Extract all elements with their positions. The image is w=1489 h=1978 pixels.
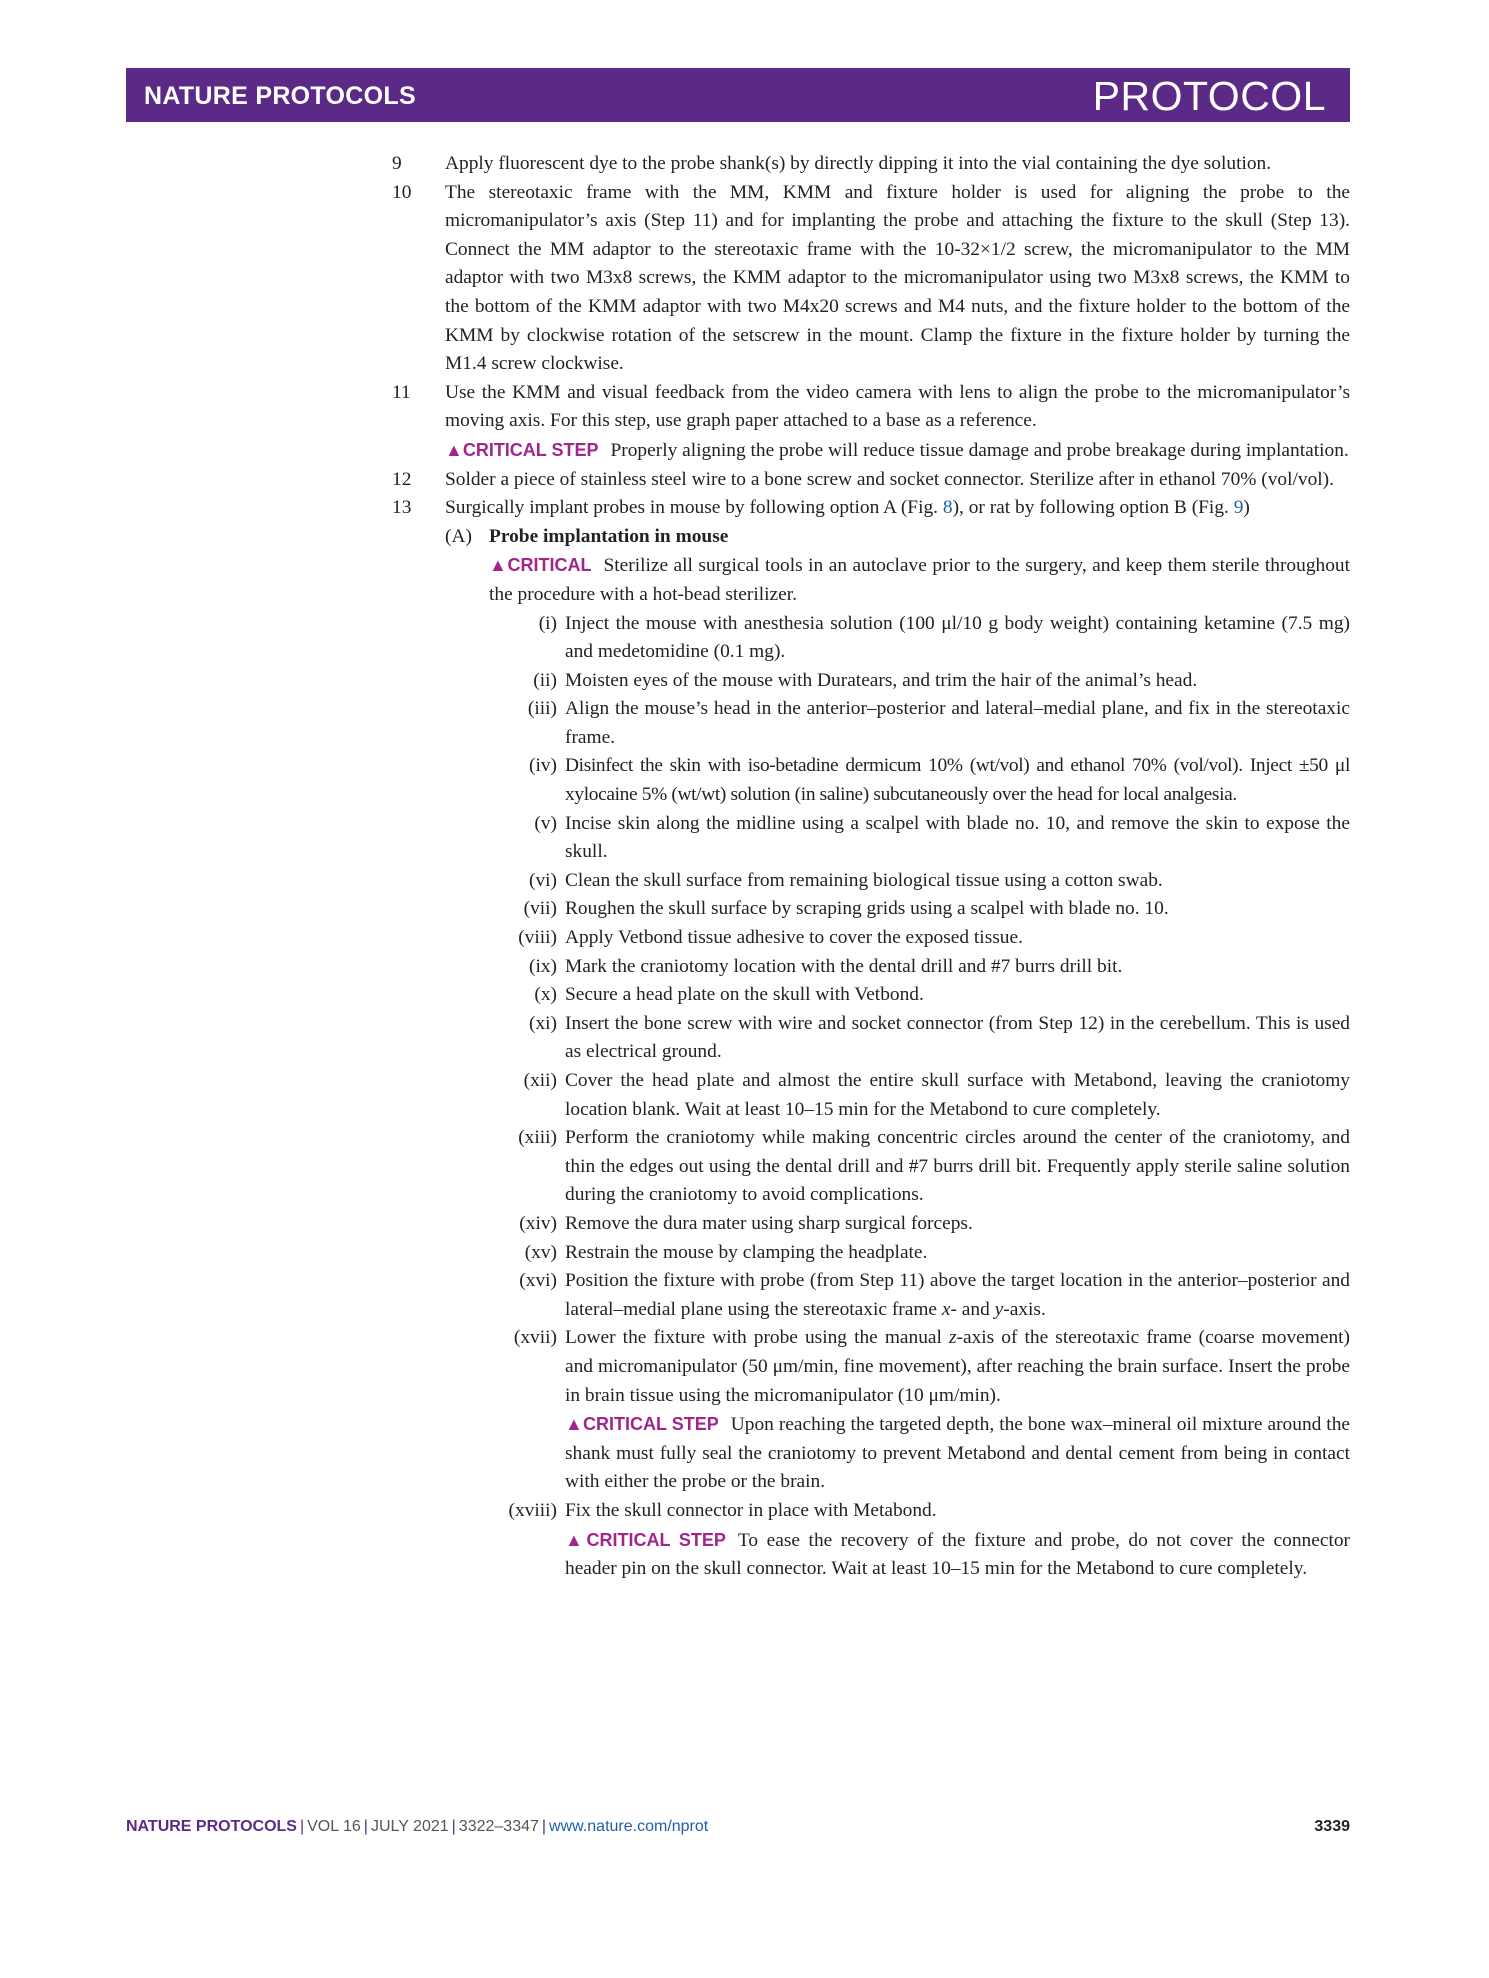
option-title: Probe implantation in mouse (489, 525, 729, 547)
critical-step-note (445, 436, 1350, 466)
step-number: 10 (392, 181, 412, 203)
substep-v: (v) Incise skin along the midline using a scalpel with blade no. 10, and remove the skin to expose the skull. (534, 812, 1350, 863)
footer-pages: 3322–3347 (458, 1818, 539, 1835)
step-text: Apply fluorescent dye to the probe shank(s) by directly dipping it into the vial containing the dye solution. (445, 153, 1272, 174)
critical-label: ▲CRITICAL (489, 555, 592, 576)
critical-step-label: ▲CRITICAL STEP (565, 1529, 726, 1550)
critical-step-note (565, 1526, 1350, 1584)
step-9 (392, 150, 1350, 179)
critical-step-label: ▲CRITICAL STEP (445, 439, 599, 460)
step-number: 13 (392, 497, 412, 519)
substep-xvi: (xvi) Position the fixture with probe (from Step 11) above the target location in the anterior–posterior and lateral–medial plane using the stereotaxic frame x- and y-axis. (519, 1270, 1350, 1320)
footer-volume: VOL 16 (307, 1818, 361, 1835)
header-bar (126, 68, 1350, 122)
option-letter: (A) (445, 525, 472, 547)
substep-iv: (iv) Disinfect the skin with iso-betadine dermicum 10% (wt/vol) and ethanol 70% (vol/vol). Inject ±50 μl xylocaine 5% (wt/wt) solution (in saline) subcutaneously over the head for local analgesia. (529, 755, 1350, 806)
substep-xvii: (xvii) Lower the fixture with probe using the manual z-axis of the stereotaxic frame (coarse movement) and micromanipulator (50 μm/min, fine movement), after reaching the brain surface. Insert the probe in brain tissue using the micromanipulator (10 μm/min). ▲CRITICAL STEP Upon reaching the targeted depth, the bone wax–mineral oil mixture around the shank must fully seal the craniotomy to prevent Metabond and dental cement from being in contact with either the probe or the brain. (489, 1324, 1350, 1497)
substep-i: (i) Inject the mouse with anesthesia solution (100 μl/10 g body weight) containing ketamine (7.5 mg) and medetomidine (0.1 mg). (538, 612, 1350, 663)
substep-x: (x) Secure a head plate on the skull with Vetbond. (534, 984, 924, 1006)
step-text: Solder a piece of stainless steel wire to a bone screw and socket connector. Sterilize after in ethanol 70% (vol/vol). (445, 468, 1334, 490)
figure-8-link[interactable]: 8 (942, 497, 953, 519)
substep-ii: (ii) Moisten eyes of the mouse with Duratears, and trim the hair of the animal’s head. (533, 669, 1198, 691)
substep-viii: (viii) Apply Vetbond tissue adhesive to cover the exposed tissue. (518, 927, 1023, 949)
step-text: The stereotaxic frame with the MM, KMM and fixture holder is used for aligning the probe to the micromanipulator’s axis (Step 11) and for implanting the probe and attaching the fixture to the skull (Step 13). Connect the MM adaptor to the stereotaxic frame with the 10-32×1/2 screw, the micromanipulator to the MM adaptor with two M3x8 screws, the KMM adaptor to the micromanipulator using two M3x8 screws, the KMM to the bottom of the KMM adaptor with two M4x20 screws and M4 nuts, and the fixture holder to the bottom of the KMM by clockwise rotation of the setscrew in the mount. Clamp the fixture in the fixture holder by turning the M1.4 screw clockwise. (445, 181, 1350, 375)
substep-vii: (vii) Roughen the skull surface by scraping grids using a scalpel with blade no. 10. (523, 898, 1169, 920)
step-number: 12 (392, 468, 412, 490)
substep-iii: (iii) Align the mouse’s head in the anterior–posterior and lateral–medial plane, and fix in the stereotaxic frame. (527, 698, 1350, 748)
substep-xi: (xi) Insert the bone screw with wire and socket connector (from Step 12) in the cerebellum. This is used as electrical ground. (529, 1012, 1350, 1063)
critical-step-note (565, 1410, 1350, 1497)
step-10 (392, 179, 1350, 379)
critical-step-text: To ease the recovery of the fixture and probe, do not cover the connector header pin on the skull connector. Wait at least 10–15 min for the Metabond to cure completely. (565, 1529, 1350, 1580)
substep-ix: (ix) Mark the craniotomy location with the dental drill and #7 burrs drill bit. (529, 955, 1123, 977)
substep-xiii: (xiii) Perform the craniotomy while making concentric circles around the center of the craniotomy, and thin the edges out using the dental drill and #7 burrs drill bit. Frequently apply sterile saline solution during the craniotomy to avoid complications. (518, 1127, 1350, 1206)
critical-step-label: ▲CRITICAL STEP (565, 1414, 719, 1435)
substep-xiv: (xiv) Remove the dura mater using sharp surgical forceps. (519, 1212, 973, 1234)
critical-note (489, 551, 1350, 609)
step-number: 9 (392, 153, 402, 174)
step-number: 11 (392, 381, 411, 403)
footer-citation: NATURE PROTOCOLS | VOL 16 | JULY 2021 | 3322–3347 | www.nature.com/nprot (126, 1818, 709, 1835)
procedure-content (392, 150, 1350, 1584)
step-12 (392, 466, 1350, 495)
figure-9-link[interactable]: 9 (1233, 497, 1244, 519)
critical-text: Sterilize all surgical tools in an autoclave prior to the surgery, and keep them sterile throughout the procedure with a hot-bead sterilizer. (489, 555, 1350, 605)
step-text: Surgically implant probes in mouse by following option A (Fig. 8), or rat by following option B (Fig. 9) (445, 497, 1250, 519)
critical-step-text: Properly aligning the probe will reduce tissue damage and probe breakage during implantation. (610, 439, 1349, 461)
step-13 (392, 494, 1350, 1584)
footer-url-link[interactable]: www.nature.com/nprot (549, 1818, 709, 1835)
substep-vi: (vi) Clean the skull surface from remaining biological tissue using a cotton swab. (529, 869, 1163, 891)
substep-xii: (xii) Cover the head plate and almost the entire skull surface with Metabond, leaving the craniotomy location blank. Wait at least 10–15 min for the Metabond to cure completely. (523, 1070, 1350, 1120)
step-11 (392, 379, 1350, 466)
footer-journal: NATURE PROTOCOLS (126, 1818, 297, 1835)
journal-name: NATURE PROTOCOLS (144, 82, 416, 110)
substep-xv: (xv) Restrain the mouse by clamping the headplate. (524, 1241, 928, 1263)
step-text: Use the KMM and visual feedback from the video camera with lens to align the probe to the micromanipulator’s moving axis. For this step, use graph paper attached to a base as a reference. (445, 381, 1350, 432)
substep-xviii: (xviii) Fix the skull connector in place with Metabond. ▲CRITICAL STEP To ease the recovery of the fixture and probe, do not cover the connector header pin on the skull connector. Wait at least 10–15 min for the Metabond to cure completely. (489, 1497, 1350, 1584)
critical-step-text: Upon reaching the targeted depth, the bone wax–mineral oil mixture around the shank must fully seal the craniotomy to prevent Metabond and dental cement from being in contact with either the probe or the brain. (565, 1414, 1350, 1493)
page-footer (126, 1818, 1350, 1848)
page-number: 3339 (1314, 1818, 1350, 1835)
footer-date: JULY 2021 (370, 1818, 449, 1835)
option-a (445, 523, 1350, 552)
article-type: PROTOCOL (1092, 73, 1326, 119)
